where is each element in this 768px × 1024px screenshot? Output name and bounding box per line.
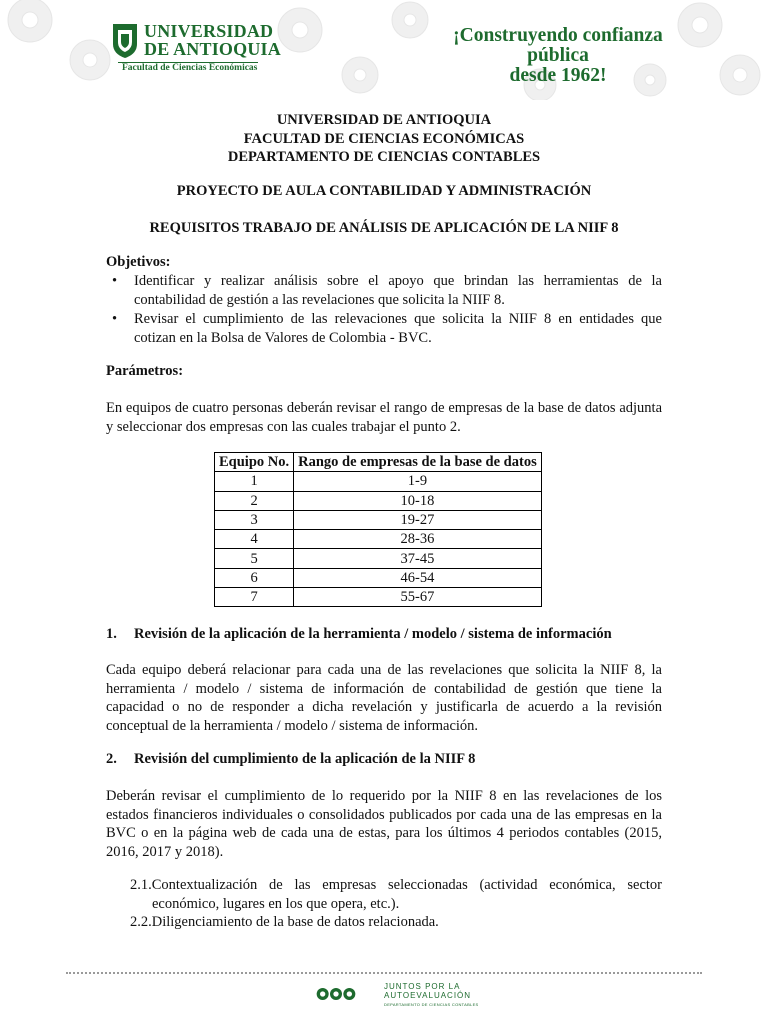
parameters-heading: Parámetros: [106, 363, 184, 379]
team-range-table [214, 452, 542, 607]
section1-heading [106, 626, 612, 643]
team-number: 3 [215, 510, 294, 529]
team-number: 7 [215, 588, 294, 607]
parameters-intro: En equipos de cuatro personas deberán revisar el rango de empresas de la base de datos adjunta y seleccionar dos empresas con las cuales trabajar el punto 2. [106, 400, 662, 435]
title-university: UNIVERSIDAD DE ANTIOQUIA [276, 112, 492, 128]
company-range: 46-54 [294, 568, 542, 587]
table-row [215, 588, 542, 607]
section2-title: Revisión del cumplimiento de la aplicación de la NIIF 8 [134, 751, 476, 767]
bullet-icon: • [112, 311, 118, 327]
table-row [215, 549, 542, 568]
footer-line1: JUNTOS POR LA [384, 982, 461, 991]
table-row [215, 568, 542, 587]
team-number: 6 [215, 568, 294, 587]
subsection-2-2 [130, 913, 662, 932]
title-faculty: FACULTAD DE CIENCIAS ECONÓMICAS [243, 130, 525, 147]
section2-body: Deberán revisar el cumplimiento de lo requerido por la NIIF 8 en las revelaciones de los estados financieros individuales o consolidados publicados por cada una de las empresas en la BVC o en la página web de cada una de estas, para los últimos 4 periodos contables (2015, 2016, 2017 y 2018). [106, 788, 662, 860]
company-range: 28-36 [294, 530, 542, 549]
footer-line3: DEPARTAMENTO DE CIENCIAS CONTABLES [384, 1002, 479, 1007]
table-row [215, 530, 542, 549]
table-row [215, 510, 542, 529]
footer-campaign-text [384, 982, 479, 1009]
subsection-2-1-text: 2.1.Contextualización de las empresas seleccionadas (actividad económica, sector económico, lugares en los que opera, etc.). [130, 877, 662, 912]
university-name-line1: UNIVERSIDAD [144, 21, 274, 41]
project-title: PROYECTO DE AULA CONTABILIDAD Y ADMINISTRACIÓN [176, 183, 592, 199]
objectives-heading: Objetivos: [106, 254, 171, 270]
page-header [0, 0, 768, 100]
section2-heading [106, 751, 475, 768]
company-range: 10-18 [294, 491, 542, 510]
footer-divider [66, 972, 702, 974]
university-crest-icon [110, 22, 140, 60]
objective-item [106, 310, 662, 347]
document-title-block [106, 111, 662, 167]
subsection-2-2-text: 2.2.Diligenciamiento de la base de datos relacionada. [130, 914, 439, 930]
objective-item [106, 272, 662, 309]
team-number: 1 [215, 472, 294, 491]
table-row [215, 472, 542, 491]
title-department: DEPARTAMENTO DE CIENCIAS CONTABLES [227, 149, 541, 165]
section2-number: 2. [106, 751, 117, 767]
subsection-2-1 [130, 876, 662, 913]
team-number: 4 [215, 530, 294, 549]
footer-line2: AUTOEVALUACIÓN [384, 991, 472, 1000]
slogan-line1: ¡Construyendo confianza pública [453, 25, 663, 66]
autoevaluation-gears-icon [316, 984, 356, 1004]
company-range: 55-67 [294, 588, 542, 607]
bullet-icon: • [112, 273, 118, 289]
column-header-range: Rango de empresas de la base de datos [294, 453, 542, 472]
university-name-line2: DE ANTIOQUIA [144, 39, 281, 59]
objective-text-1: Identificar y realizar análisis sobre el apoyo que brindan las herramientas de la contabilidad de gestión a las revelaciones que solicita la NIIF 8. [134, 273, 662, 308]
column-header-team: Equipo No. [215, 453, 294, 472]
university-logo-text [144, 22, 281, 58]
section1-title: Revisión de la aplicación de la herramienta / modelo / sistema de información [134, 626, 612, 642]
section1-body: Cada equipo deberá relacionar para cada una de las revelaciones que solicita la NIIF 8, la herramienta / modelo / sistema de información de contabilidad de gestión que tiene la capacidad o no de responder a dicha revelación y justificarla de acuerdo a la revisión conceptual de la herramienta / modelo / sistema de información. [106, 662, 662, 734]
faculty-logo-caption: Facultad de Ciencias Económicas [122, 63, 258, 73]
objective-text-2: Revisar el cumplimiento de las relevaciones que solicita la NIIF 8 en entidades que cotizan en la Bolsa de Valores de Colombia - BVC. [134, 311, 662, 346]
section1-number: 1. [106, 626, 117, 642]
company-range: 1-9 [294, 472, 542, 491]
header-slogan [428, 26, 688, 86]
table-row [215, 491, 542, 510]
requirements-title: REQUISITOS TRABAJO DE ANÁLISIS DE APLICACIÓN DE LA NIIF 8 [149, 220, 619, 236]
table-header-row [215, 453, 542, 472]
team-number: 5 [215, 549, 294, 568]
team-number: 2 [215, 491, 294, 510]
slogan-line2: desde 1962! [509, 65, 607, 86]
company-range: 19-27 [294, 510, 542, 529]
company-range: 37-45 [294, 549, 542, 568]
